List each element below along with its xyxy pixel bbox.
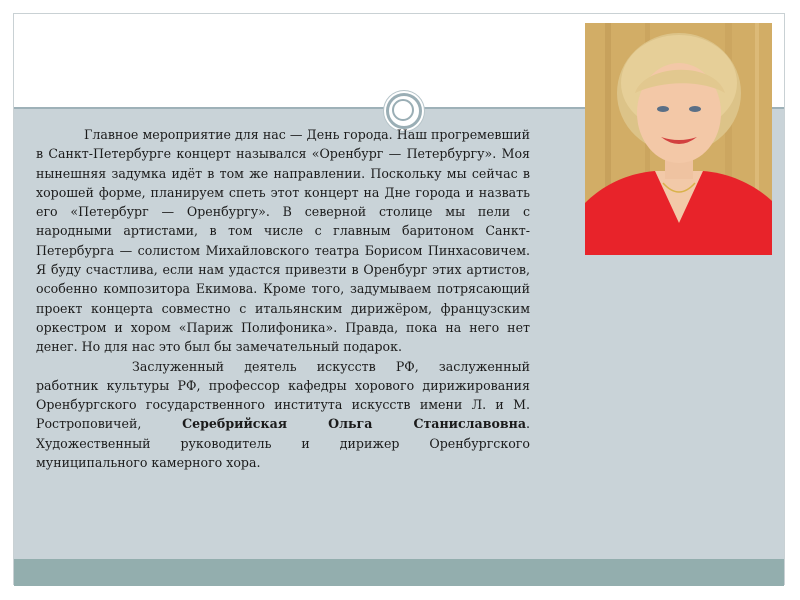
biography-text: [36, 125, 530, 472]
quote-paragraph: Главное мероприятие для нас — День города. Наш прогремевший в Санкт-Петербурге концерт назывался «Оренбург — Петербургу». Моя нынешняя задумка идёт в том же направлении. Поскольку мы сейчас в хорошей форме, планируем спеть этот концерт на Дне города и назвать его «Петербург — Оренбургу». В северной столице мы пели с народными артистами, в том числе с главным баритоном Санкт-Петербурга — солистом Михайловского театра Борисом Пинхасовичем. Я буду счастлива, если нам удастся привезти в Оренбург этих артистов, особенно композитора Екимова. Кроме того, задумываем потрясающий проект концерта совместно с итальянским дирижёром, французским оркестром и хором «Париж Полифоника». Правда, пока на него нет денег. Но для нас это был бы замечательный подарок.: [36, 127, 530, 355]
bio-intro: Заслуженный деятель искусств РФ, заслуженный работник культуры РФ, профессор кафедры хорового дирижирования Оренбургского государственного института искусств имени Л. и М. Ростроповичей,: [36, 358, 530, 432]
portrait-photo: [585, 23, 772, 255]
portrait-illustration: [585, 23, 772, 255]
slide-footer-band: [14, 559, 784, 586]
circle-ornament-icon: [386, 93, 422, 129]
bio-outro: . Художественный руководитель и дирижер Оренбургского муниципального камерного хора.: [36, 416, 531, 471]
inner-ring: [392, 99, 414, 121]
bio-paragraph: [36, 357, 530, 473]
person-name: Серебрийская Ольга Станиславовна: [182, 416, 526, 432]
slide: [13, 13, 785, 585]
